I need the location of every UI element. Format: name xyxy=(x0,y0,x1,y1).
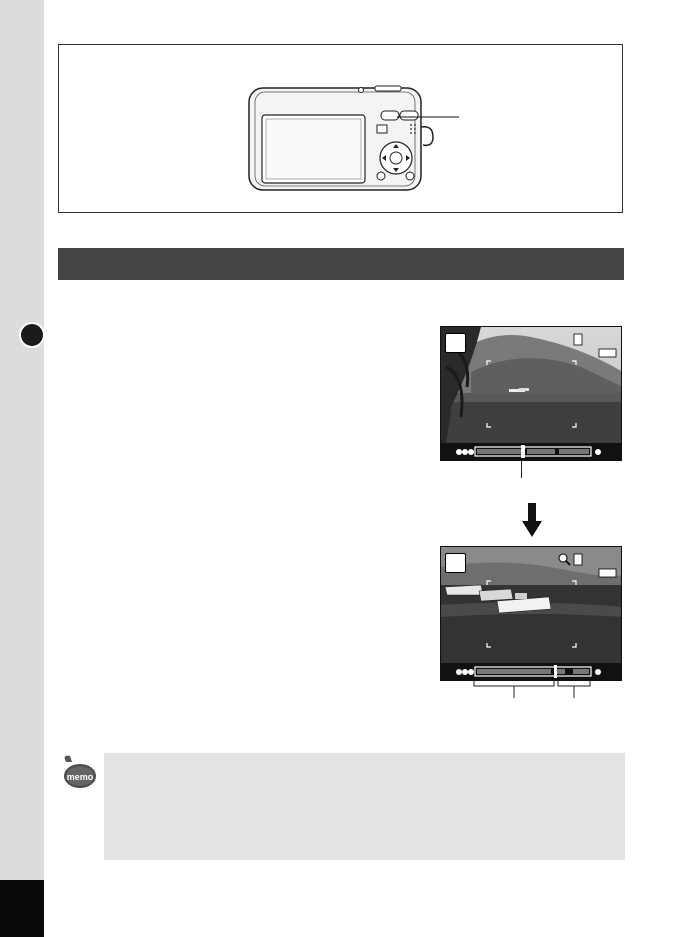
page-number-block xyxy=(0,880,44,937)
chapter-side-tab xyxy=(0,0,44,937)
battery-icon xyxy=(599,349,616,357)
svg-text:memo: memo xyxy=(66,772,94,782)
card-icon xyxy=(574,334,582,345)
camera-illustration-box xyxy=(58,44,623,213)
lcd-preview-wide xyxy=(440,326,622,461)
lcd-preview-zoomed xyxy=(440,546,622,681)
section-heading-bar xyxy=(58,248,624,280)
chapter-marker-icon xyxy=(19,322,45,348)
zoom-magnifier-icon xyxy=(559,554,570,565)
card-icon xyxy=(574,554,582,565)
down-arrow-icon xyxy=(522,503,542,537)
memo-box xyxy=(104,753,625,860)
zoom-range-brackets xyxy=(470,680,610,700)
zoom-indicator-callout xyxy=(521,460,522,478)
battery-icon xyxy=(599,569,616,577)
camera-back-illustration xyxy=(59,45,622,212)
memo-icon xyxy=(58,752,98,792)
lcd-overlay-wide xyxy=(441,327,622,461)
lcd-overlay-zoomed xyxy=(441,547,622,681)
